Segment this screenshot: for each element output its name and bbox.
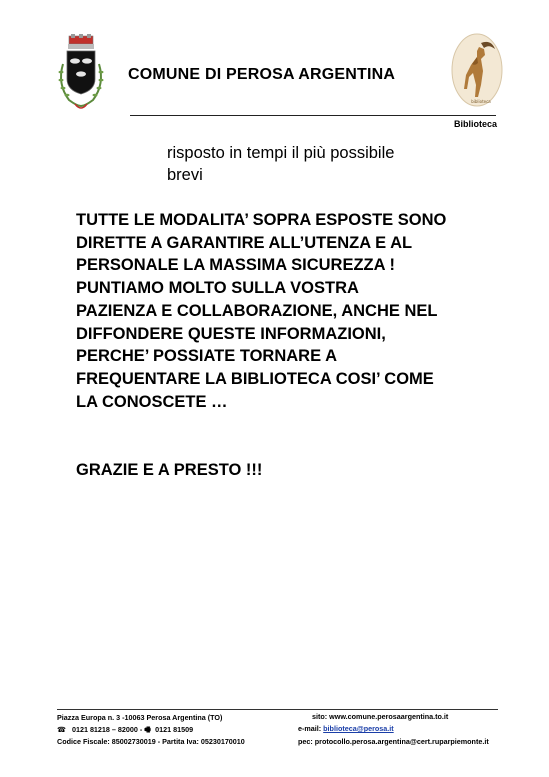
footer-fiscal: Codice Fiscale: 85002730019 - Partita Iva: 05230170010 <box>57 737 245 746</box>
lead-line: risposto in tempi il più possibile <box>167 144 395 162</box>
coat-of-arms-icon <box>55 34 107 114</box>
footer-pec[interactable]: protocollo.perosa.argentina@cert.ruparpiemonte.it <box>314 737 489 746</box>
body-line: PERSONALE LA MASSIMA SICUREZZA ! <box>76 256 396 275</box>
footer-address: Piazza Europa n. 3 -10063 Perosa Argentina (TO) <box>57 713 223 722</box>
page-title: COMUNE DI PEROSA ARGENTINA <box>128 66 396 83</box>
goat-logo-caption: biblioteca <box>471 99 491 104</box>
body-line: DIFFONDERE QUESTE INFORMAZIONI, <box>76 324 386 343</box>
footer-email-link[interactable]: biblioteca@perosa.it <box>323 724 394 733</box>
body-line: PUNTIAMO MOLTO SULLA VOSTRA <box>76 279 359 298</box>
ibex-goat-logo-icon <box>451 33 503 107</box>
body-line: PAZIENZA E COLLABORAZIONE, ANCHE NEL <box>76 301 438 320</box>
footer-phone: 0121 81218 – 82000 - <box>71 725 143 734</box>
footer-phone-line <box>57 724 193 735</box>
footer-pec-line <box>298 736 489 747</box>
email-label: e-mail: <box>298 724 322 733</box>
body-line: LA CONOSCETE … <box>76 392 228 411</box>
footer-site[interactable]: www.comune.perosaargentina.to.it <box>329 712 449 721</box>
fax-icon: 🖷 <box>144 725 152 734</box>
lead-line: brevi <box>167 166 203 184</box>
header-divider <box>130 115 496 116</box>
lead-text <box>167 142 497 186</box>
body-line: DIRETTE A GARANTIRE ALL’UTENZA E AL <box>76 233 413 252</box>
site-label: sito: <box>312 712 328 721</box>
library-label: Biblioteca <box>454 119 498 129</box>
footer-site-line <box>312 711 448 722</box>
pec-label: pec: <box>298 737 313 746</box>
footer-email-line <box>298 723 394 734</box>
phone-icon: ☎ <box>57 725 66 734</box>
body-line: PERCHE’ POSSIATE TORNARE A <box>76 347 337 366</box>
body-line: TUTTE LE MODALITA’ SOPRA ESPOSTE SONO <box>76 211 447 229</box>
footer-divider <box>57 709 498 710</box>
body-line: FREQUENTARE LA BIBLIOTECA COSI’ COME <box>76 369 434 388</box>
notice-body <box>76 209 516 413</box>
footer-fax: 0121 81509 <box>155 725 194 734</box>
closing-thanks: GRAZIE E A PRESTO !!! <box>76 461 263 479</box>
